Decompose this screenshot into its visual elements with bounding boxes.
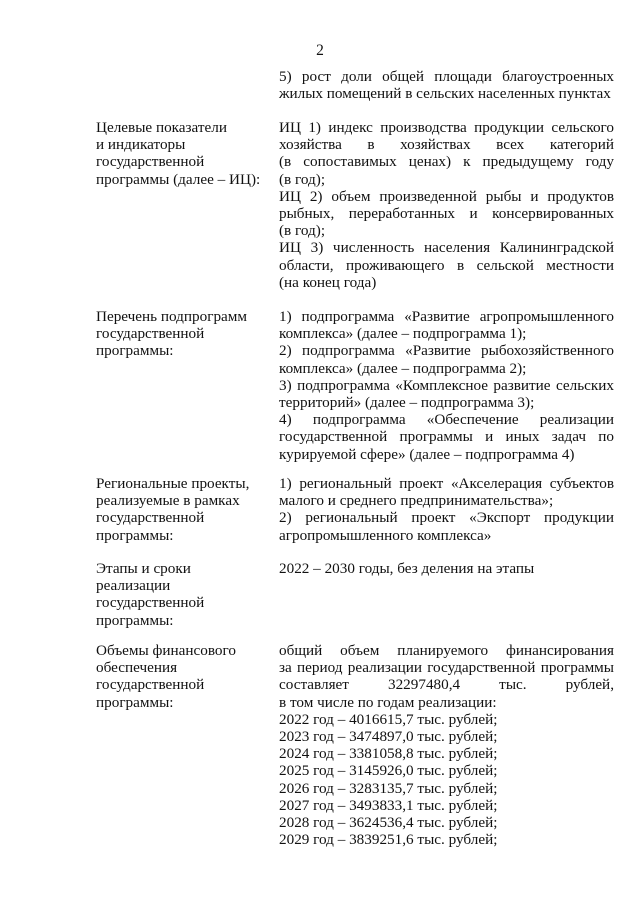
year-amount: 2024 год – 3381058,8 тыс. рублей; (279, 745, 498, 763)
text-line: территорий» (далее – подпрограмма 3); (279, 394, 535, 412)
text-line: 4) подпрограмма «Обеспечение реализации (279, 411, 614, 429)
text-line: области, проживающего в сельской местности (279, 256, 614, 274)
year-amount: 2022 год – 4016615,7 тыс. рублей; (279, 710, 498, 728)
text-line: 5) рост доли общей площади благоустроенных (279, 68, 614, 85)
value-regional-projects (279, 475, 614, 544)
text-line: общий объем планируемого финансирования (279, 642, 614, 659)
text-line: ИЦ 2) объем произведенной рыбы и продуктов (279, 187, 614, 205)
value-stages-terms (279, 560, 614, 577)
label-line: Перечень подпрограмм (96, 308, 248, 325)
year-amount: 2023 год – 3474897,0 тыс. рублей; (279, 728, 498, 746)
text-line: государственной программы и иных задач по (279, 428, 614, 446)
year-amount: 2025 год – 3145926,0 тыс. рублей; (279, 762, 498, 780)
label-line: Объемы финансового (96, 642, 236, 659)
text-line: (в год); (279, 170, 326, 188)
label-line: государственной (96, 153, 205, 171)
text-line: (в год); (279, 222, 326, 240)
label-financing (96, 642, 274, 711)
label-line: Региональные проекты, (96, 475, 250, 492)
label-line: реализуемые в рамках (96, 492, 240, 510)
text-line: рыбных, переработанных и консервированных (279, 205, 614, 223)
text-line: 2022 – 2030 годы, без деления на этапы (279, 560, 535, 577)
text-line: (на конец года) (279, 273, 377, 291)
text-line: ИЦ 1) индекс производства продукции сельского (279, 119, 614, 136)
value-subprograms (279, 308, 614, 463)
year-amount: 2029 год – 3839251,6 тыс. рублей; (279, 831, 498, 849)
text-line: агропромышленного комплекса» (279, 526, 492, 544)
value-financing (279, 642, 614, 848)
label-line: реализации (96, 577, 171, 595)
label-line: программы (далее – ИЦ): (96, 170, 261, 188)
label-line: программы: (96, 693, 174, 711)
label-line: и индикаторы (96, 136, 186, 154)
label-line: программы: (96, 611, 174, 629)
text-line: в том числе по годам реализации: (279, 693, 497, 711)
label-stages-terms (96, 560, 274, 629)
page-number: 2 (316, 42, 324, 59)
label-subprograms (96, 308, 274, 360)
text-line: курируемой сфере» (далее – подпрограмма 4) (279, 445, 575, 463)
year-amount: 2027 год – 3493833,1 тыс. рублей; (279, 796, 498, 814)
label-line: государственной (96, 325, 205, 343)
label-line: программы: (96, 526, 174, 544)
year-amount: 2026 год – 3283135,7 тыс. рублей; (279, 779, 498, 797)
text-line: за период реализации государственной программы (279, 659, 614, 677)
text-line: (в сопоставимых ценах) к предыдущему году (279, 153, 614, 171)
text-line: 2) подпрограмма «Развитие рыбохозяйственного (279, 342, 614, 360)
label-line: программы: (96, 342, 174, 360)
text-line: 3) подпрограмма «Комплексное развитие сельских (279, 376, 614, 394)
label-target-indicators (96, 119, 274, 188)
text-line: малого и среднего предпринимательства»; (279, 492, 554, 510)
text-line: 1) подпрограмма «Развитие агропромышленного (279, 308, 614, 325)
label-regional-projects (96, 475, 274, 544)
text-line: комплекса» (далее – подпрограмма 1); (279, 325, 527, 343)
text-line: ИЦ 3) численность населения Калининградской (279, 239, 614, 257)
text-line: 2) региональный проект «Экспорт продукции (279, 509, 614, 527)
text-line: 1) региональный проект «Акселерация субъектов (279, 475, 614, 492)
text-line: хозяйства в хозяйствах всех категорий (279, 136, 614, 154)
continuation-text (279, 68, 614, 102)
text-line: составляет 32297480,4 тыс. рублей, (279, 676, 614, 694)
label-line: Целевые показатели (96, 119, 227, 136)
text-line: жилых помещений в сельских населенных пунктах (279, 85, 611, 103)
text-line: комплекса» (далее – подпрограмма 2); (279, 359, 527, 377)
label-line: государственной (96, 594, 205, 612)
label-line: государственной (96, 676, 205, 694)
label-line: обеспечения (96, 659, 178, 677)
label-line: Этапы и сроки (96, 560, 191, 577)
value-target-indicators (279, 119, 614, 291)
label-line: государственной (96, 509, 205, 527)
year-amount: 2028 год – 3624536,4 тыс. рублей; (279, 814, 498, 832)
